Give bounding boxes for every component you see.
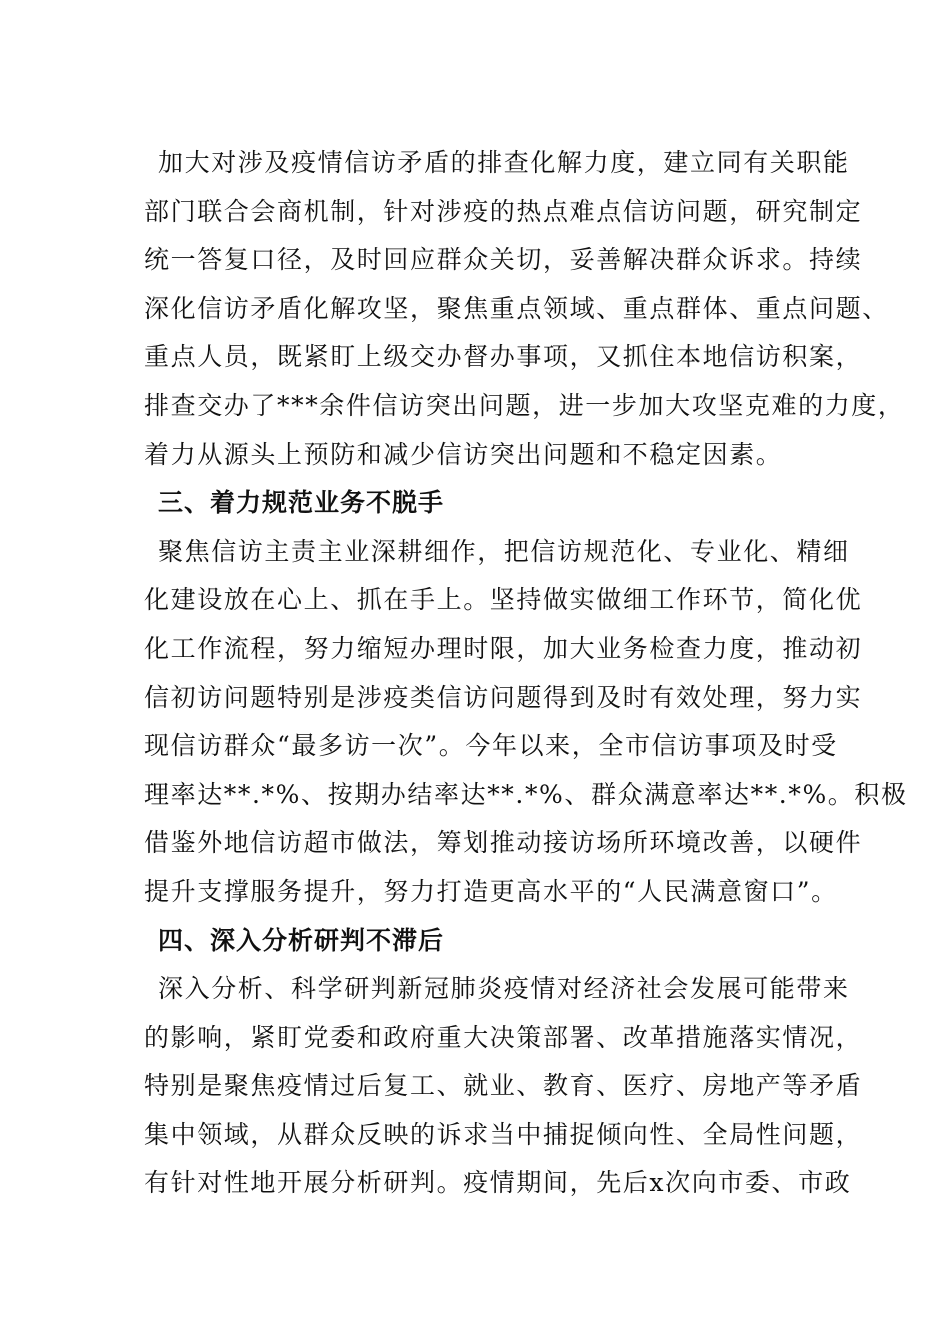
section-heading-3: 三、着力规范业务不脱手 bbox=[158, 488, 445, 518]
paragraph-line: 理率达**.*%、按期办结率达**.*%、群众满意率达**.*%。积极 bbox=[144, 779, 908, 809]
paragraph-line: 借鉴外地信访超市做法，筹划推动接访场所环境改善，以硬件 bbox=[144, 828, 863, 858]
paragraph-line: 着力从源头上预防和减少信访突出问题和不稳定因素。 bbox=[144, 439, 783, 469]
paragraph-line: 统一答复口径，及时回应群众关切，妥善解决群众诉求。持续 bbox=[144, 245, 863, 275]
paragraph-line: 的影响，紧盯党委和政府重大决策部署、改革措施落实情况， bbox=[144, 1022, 863, 1052]
paragraph-line: 有针对性地开展分析研判。疫情期间，先后x次向市委、市政 bbox=[144, 1168, 852, 1198]
paragraph-epidemic-petition bbox=[144, 139, 905, 479]
paragraph-line: 信初访问题特别是涉疫类信访问题得到及时有效处理，努力实 bbox=[144, 682, 863, 712]
section-heading-4: 四、深入分析研判不滞后 bbox=[158, 925, 445, 955]
document-body bbox=[144, 139, 908, 1208]
paragraph-analysis-judgment bbox=[144, 965, 863, 1208]
paragraph-line: 化建设放在心上、抓在手上。坚持做实做细工作环节，简化优 bbox=[144, 585, 863, 615]
paragraph-business-standardization bbox=[144, 528, 908, 917]
paragraph-line: 重点人员，既紧盯上级交办督办事项，又抓住本地信访积案， bbox=[144, 342, 863, 372]
paragraph-line: 深入分析、科学研判新冠肺炎疫情对经济社会发展可能带来 bbox=[158, 974, 850, 1004]
paragraph-line: 深化信访矛盾化解攻坚，聚焦重点领域、重点群体、重点问题、 bbox=[144, 293, 889, 323]
paragraph-line: 特别是聚焦疫情过后复工、就业、教育、医疗、房地产等矛盾 bbox=[144, 1071, 863, 1101]
paragraph-line: 部门联合会商机制，针对涉疫的热点难点信访问题，研究制定 bbox=[144, 196, 863, 226]
paragraph-line: 提升支撑服务提升，努力打造更高水平的“人民满意窗口”。 bbox=[144, 876, 838, 906]
paragraph-line: 现信访群众“最多访一次”。今年以来，全市信访事项及时受 bbox=[144, 731, 838, 761]
paragraph-line: 化工作流程，努力缩短办理时限，加大业务检查力度，推动初 bbox=[144, 633, 863, 663]
paragraph-line: 排查交办了***余件信访突出问题，进一步加大攻坚克难的力度， bbox=[144, 390, 905, 420]
paragraph-line: 集中领域，从群众反映的诉求当中捕捉倾向性、全局性问题， bbox=[144, 1119, 863, 1149]
paragraph-line: 聚焦信访主责主业深耕细作，把信访规范化、专业化、精细 bbox=[158, 536, 850, 566]
paragraph-line: 加大对涉及疫情信访矛盾的排查化解力度，建立同有关职能 bbox=[158, 148, 850, 177]
